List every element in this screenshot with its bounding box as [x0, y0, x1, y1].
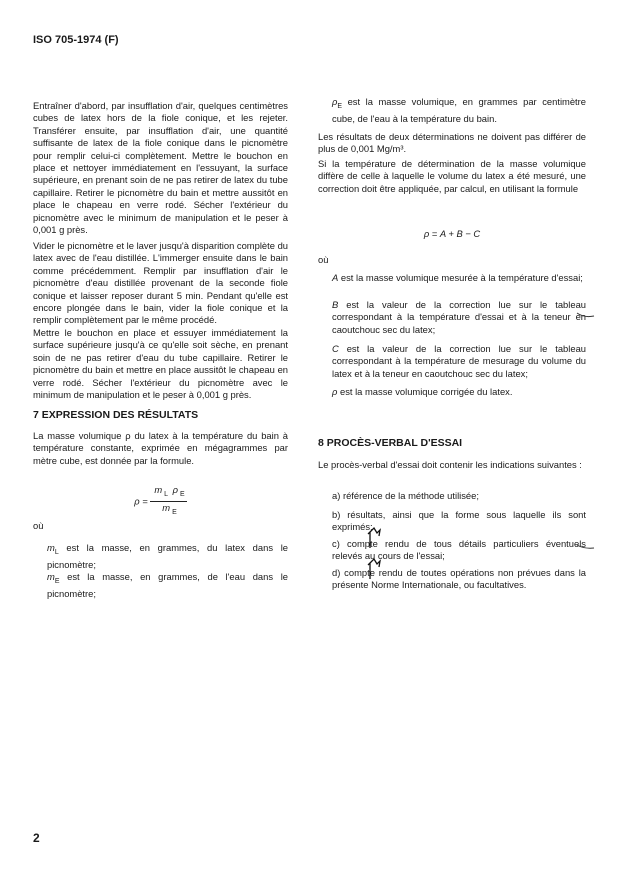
handwritten-correction-mark-icon — [366, 524, 386, 550]
definition-rhoE: $\rho_E$ est la masse volumique, en grammes par centimètre cube, de l'eau à la température du bain. — [332, 96, 586, 125]
margin-mark-icon — [576, 310, 596, 320]
document-header: ISO 705-1974 (F) — [33, 34, 119, 46]
density-formula — [33, 484, 288, 520]
margin-mark-icon — [576, 542, 596, 552]
list-item: d) compte rendu de toutes opérations non prévues dans la présente Norme Internationale, ou facultatives. — [332, 567, 586, 591]
paragraph: Mettre le bouchon en place et essuyer immédiatement la surface supérieure jusqu'à ce qu'elle soit sèche, en prenant soin de ne pas retirer d'eau du tube capillaire. Retirer le picnomètre du bain et mettre en place aussitôt le chapeau en verre rodé. Sécher l'extérieur du picnomètre avec le minimum de manipulation et le peser à 0,001 g près. — [33, 327, 288, 401]
section-7-heading: 7 EXPRESSION DES RÉSULTATS — [33, 409, 199, 421]
paragraph: Le procès-verbal d'essai doit contenir les indications suivantes : — [318, 459, 582, 470]
formula-fraction: $\frac{m _L \rho _E}{m _E}$ — [150, 484, 186, 520]
where-label: où — [318, 254, 329, 265]
definition-rho: ρ est la masse volumique corrigée du latex. — [332, 386, 513, 397]
paragraph: La masse volumique ρ du latex à la température du bain à température constante, exprimée en mégagrammes par mètre cube, est donnée par la formule. — [33, 430, 288, 466]
section-8-heading: 8 PROCÈS-VERBAL D'ESSAI — [318, 437, 463, 449]
list-item: c) compte rendu de tous détails particuliers éventuels relevés au cours de l'essai; — [332, 538, 586, 562]
handwritten-correction-mark-icon — [366, 555, 386, 581]
page-number: 2 — [33, 831, 40, 845]
formula-lhs: ρ = — [134, 495, 148, 507]
correction-formula: ρ = A + B − C — [423, 228, 481, 239]
definition-mL: $m_L$ est la masse, en grammes, du latex dans le picnomètre; — [47, 542, 288, 571]
definition-B: B est la valeur de la correction lue sur le tableau correspondant à la température d'essai et à la teneur en caoutchouc sec du latex; — [332, 299, 586, 335]
paragraph: Les résultats de deux déterminations ne doivent pas différer de plus de 0,001 Mg/m³. — [318, 131, 586, 155]
definition-A: A est la masse volumique mesurée à la température d'essai; — [332, 272, 583, 283]
definition-C: C est la valeur de la correction lue sur le tableau correspondant à la température de mesurage du volume du latex et à la teneur en caoutchouc sec du latex; — [332, 343, 586, 379]
list-item: b) résultats, ainsi que la forme sous laquelle ils sont exprimés; — [332, 509, 586, 533]
paragraph: Entraîner d'abord, par insufflation d'air, quelques centimètres cubes de latex hors de la fiole conique, et les rejeter. Transférer ensuite, par insufflation d'air, une quantité suffisante de latex de la fiole conique dans le picnomètre pour remplir celui-ci complètement. Mettre le bouchon en place et nettoyer immédiatement en l'essuyant, la surface supérieure, en prenant soin de ne pas retirer de latex du tube capillaire. Retirer le picnomètre du bain et mettre aussitôt en place le chapeau en verre rodé. Sécher l'extérieur du picnomètre avec le minimum de manipulation et le peser à 0,001 g près. — [33, 100, 288, 236]
list-item: a) référence de la méthode utilisée; — [332, 490, 479, 501]
paragraph: Vider le picnomètre et le laver jusqu'à disparition complète du latex avec de l'eau distillée. L'immerger ensuite dans le bain comme précédemment. Remplir par insufflation d'air le picnomètre d'eau distillée provenant de la seconde fiole conique et laisser reposer durant 5 min. Pendant qu'elle est encore plongée dans le bain, vider la fiole conique et la remplir complètement par le même procédé. — [33, 240, 288, 326]
where-label: où — [33, 520, 44, 531]
paragraph: Si la température de détermination de la masse volumique diffère de celle à laquelle le volume du latex a été mesuré, une correction doit être appliquée, par calcul, en utilisant la formule — [318, 158, 586, 194]
definition-mE: $m_E$ est la masse, en grammes, de l'eau dans le picnomètre; — [47, 571, 288, 600]
